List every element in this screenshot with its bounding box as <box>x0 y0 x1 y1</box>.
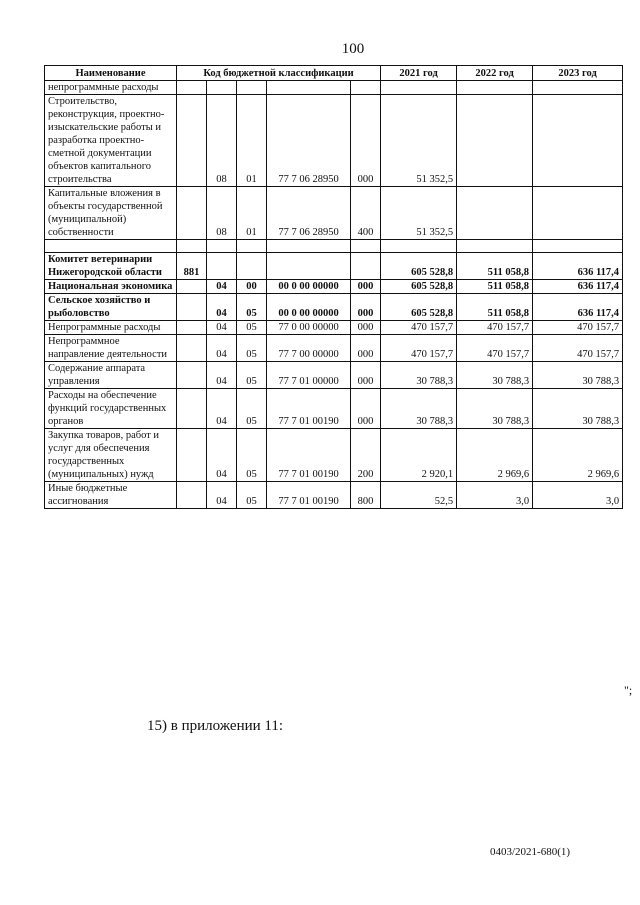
table-header-row <box>45 66 623 81</box>
row-2021: 51 352,5 <box>381 187 457 240</box>
row-section: 08 <box>207 187 237 240</box>
row-2022 <box>457 240 533 253</box>
row-2022: 470 157,7 <box>457 321 533 335</box>
row-target-article: 77 7 01 00000 <box>267 362 351 389</box>
row-name: Закупка товаров, работ и услуг для обеспечения государственных (муниципальных) нужд <box>45 429 177 482</box>
table-row <box>45 321 623 335</box>
row-2023: 470 157,7 <box>533 321 623 335</box>
row-section: 04 <box>207 482 237 509</box>
row-expense-type: 000 <box>351 280 381 294</box>
row-2021: 30 788,3 <box>381 362 457 389</box>
row-target-article: 77 7 01 00190 <box>267 482 351 509</box>
row-section: 04 <box>207 321 237 335</box>
row-name: Непрограммное направление деятельности <box>45 335 177 362</box>
row-2021: 2 920,1 <box>381 429 457 482</box>
page-number: 100 <box>341 41 365 57</box>
row-section <box>207 240 237 253</box>
row-subsection: 05 <box>237 482 267 509</box>
row-2023 <box>533 187 623 240</box>
table-row <box>45 240 623 253</box>
row-2023: 636 117,4 <box>533 253 623 280</box>
row-expense-type: 000 <box>351 321 381 335</box>
row-2021: 605 528,8 <box>381 294 457 321</box>
row-org-code <box>177 294 207 321</box>
row-name: непрограммные расходы <box>45 81 177 95</box>
row-target-article <box>267 253 351 280</box>
row-subsection: 01 <box>237 187 267 240</box>
row-target-article: 00 0 00 00000 <box>267 294 351 321</box>
row-2021: 51 352,5 <box>381 95 457 187</box>
row-2023: 636 117,4 <box>533 280 623 294</box>
document-code: 0403/2021-680(1) <box>490 846 571 858</box>
row-subsection <box>237 81 267 95</box>
row-2022 <box>457 187 533 240</box>
row-subsection: 05 <box>237 294 267 321</box>
row-name: Капитальные вложения в объекты государственной (муниципальной) собственности <box>45 187 177 240</box>
row-name: Национальная экономика <box>45 280 177 294</box>
table-row <box>45 95 623 187</box>
table-row <box>45 389 623 429</box>
row-2022 <box>457 95 533 187</box>
row-target-article <box>267 240 351 253</box>
row-2021: 30 788,3 <box>381 389 457 429</box>
row-name: Содержание аппарата управления <box>45 362 177 389</box>
row-2021: 605 528,8 <box>381 280 457 294</box>
row-2021 <box>381 81 457 95</box>
header-code: Код бюджетной классификации <box>177 66 381 81</box>
row-2022 <box>457 81 533 95</box>
table-row <box>45 429 623 482</box>
row-2021: 470 157,7 <box>381 335 457 362</box>
row-2023 <box>533 95 623 187</box>
table-row <box>45 294 623 321</box>
row-target-article: 00 0 00 00000 <box>267 280 351 294</box>
row-target-article: 77 7 01 00190 <box>267 389 351 429</box>
row-section <box>207 253 237 280</box>
row-name: Сельское хозяйство и рыболовство <box>45 294 177 321</box>
row-2022: 511 058,8 <box>457 294 533 321</box>
header-name: Наименование <box>45 66 177 81</box>
row-2023 <box>533 240 623 253</box>
table-row <box>45 253 623 280</box>
row-name: Комитет ветеринарии Нижегородской области <box>45 253 177 280</box>
row-2022: 470 157,7 <box>457 335 533 362</box>
header-2021: 2021 год <box>381 66 457 81</box>
row-target-article: 77 7 06 28950 <box>267 95 351 187</box>
closing-quote: "; <box>624 683 633 697</box>
row-org-code: 881 <box>177 253 207 280</box>
row-2022: 30 788,3 <box>457 389 533 429</box>
row-org-code <box>177 429 207 482</box>
row-subsection: 05 <box>237 321 267 335</box>
row-section: 04 <box>207 294 237 321</box>
table-row <box>45 482 623 509</box>
row-target-article <box>267 81 351 95</box>
row-subsection: 01 <box>237 95 267 187</box>
row-expense-type: 000 <box>351 294 381 321</box>
row-org-code <box>177 240 207 253</box>
row-section: 04 <box>207 429 237 482</box>
row-subsection <box>237 253 267 280</box>
row-expense-type: 000 <box>351 389 381 429</box>
row-2022: 2 969,6 <box>457 429 533 482</box>
table-row <box>45 362 623 389</box>
row-org-code <box>177 280 207 294</box>
table-row <box>45 280 623 294</box>
table-row <box>45 81 623 95</box>
row-2021: 605 528,8 <box>381 253 457 280</box>
row-subsection: 05 <box>237 429 267 482</box>
row-2023: 636 117,4 <box>533 294 623 321</box>
row-2022: 3,0 <box>457 482 533 509</box>
row-section: 04 <box>207 335 237 362</box>
row-subsection: 05 <box>237 389 267 429</box>
row-org-code <box>177 81 207 95</box>
row-2023: 470 157,7 <box>533 335 623 362</box>
row-org-code <box>177 187 207 240</box>
budget-table <box>44 65 623 509</box>
row-org-code <box>177 389 207 429</box>
row-subsection: 05 <box>237 335 267 362</box>
row-2023: 3,0 <box>533 482 623 509</box>
row-2021: 470 157,7 <box>381 321 457 335</box>
row-section: 04 <box>207 389 237 429</box>
row-name: Непрограммные расходы <box>45 321 177 335</box>
row-section: 04 <box>207 362 237 389</box>
row-name: Расходы на обеспечение функций государственных органов <box>45 389 177 429</box>
row-section: 04 <box>207 280 237 294</box>
table-row <box>45 335 623 362</box>
row-name: Строительство, реконструкция, проектно-изыскательские работы и разработка проектно-сметной документации объектов капитального строительства <box>45 95 177 187</box>
row-expense-type <box>351 253 381 280</box>
row-expense-type: 400 <box>351 187 381 240</box>
row-target-article: 77 7 06 28950 <box>267 187 351 240</box>
table-body <box>45 81 623 509</box>
row-subsection: 00 <box>237 280 267 294</box>
header-2023: 2023 год <box>533 66 623 81</box>
row-org-code <box>177 321 207 335</box>
row-target-article: 77 7 01 00190 <box>267 429 351 482</box>
row-2023: 30 788,3 <box>533 362 623 389</box>
row-org-code <box>177 335 207 362</box>
row-section: 08 <box>207 95 237 187</box>
row-subsection: 05 <box>237 362 267 389</box>
row-expense-type <box>351 81 381 95</box>
row-2022: 511 058,8 <box>457 280 533 294</box>
header-2022: 2022 год <box>457 66 533 81</box>
row-2021 <box>381 240 457 253</box>
row-target-article: 77 7 00 00000 <box>267 335 351 362</box>
row-org-code <box>177 95 207 187</box>
row-expense-type: 000 <box>351 95 381 187</box>
row-org-code <box>177 362 207 389</box>
row-section <box>207 81 237 95</box>
body-text: 15) в приложении 11: <box>147 718 284 734</box>
row-org-code <box>177 482 207 509</box>
row-2021: 52,5 <box>381 482 457 509</box>
row-2023: 30 788,3 <box>533 389 623 429</box>
row-name: Иные бюджетные ассигнования <box>45 482 177 509</box>
row-expense-type: 200 <box>351 429 381 482</box>
row-2022: 511 058,8 <box>457 253 533 280</box>
row-2023 <box>533 81 623 95</box>
row-expense-type <box>351 240 381 253</box>
row-expense-type: 000 <box>351 335 381 362</box>
row-2023: 2 969,6 <box>533 429 623 482</box>
table-row <box>45 187 623 240</box>
row-expense-type: 000 <box>351 362 381 389</box>
row-2022: 30 788,3 <box>457 362 533 389</box>
row-target-article: 77 0 00 00000 <box>267 321 351 335</box>
row-expense-type: 800 <box>351 482 381 509</box>
row-name <box>45 240 177 253</box>
row-subsection <box>237 240 267 253</box>
